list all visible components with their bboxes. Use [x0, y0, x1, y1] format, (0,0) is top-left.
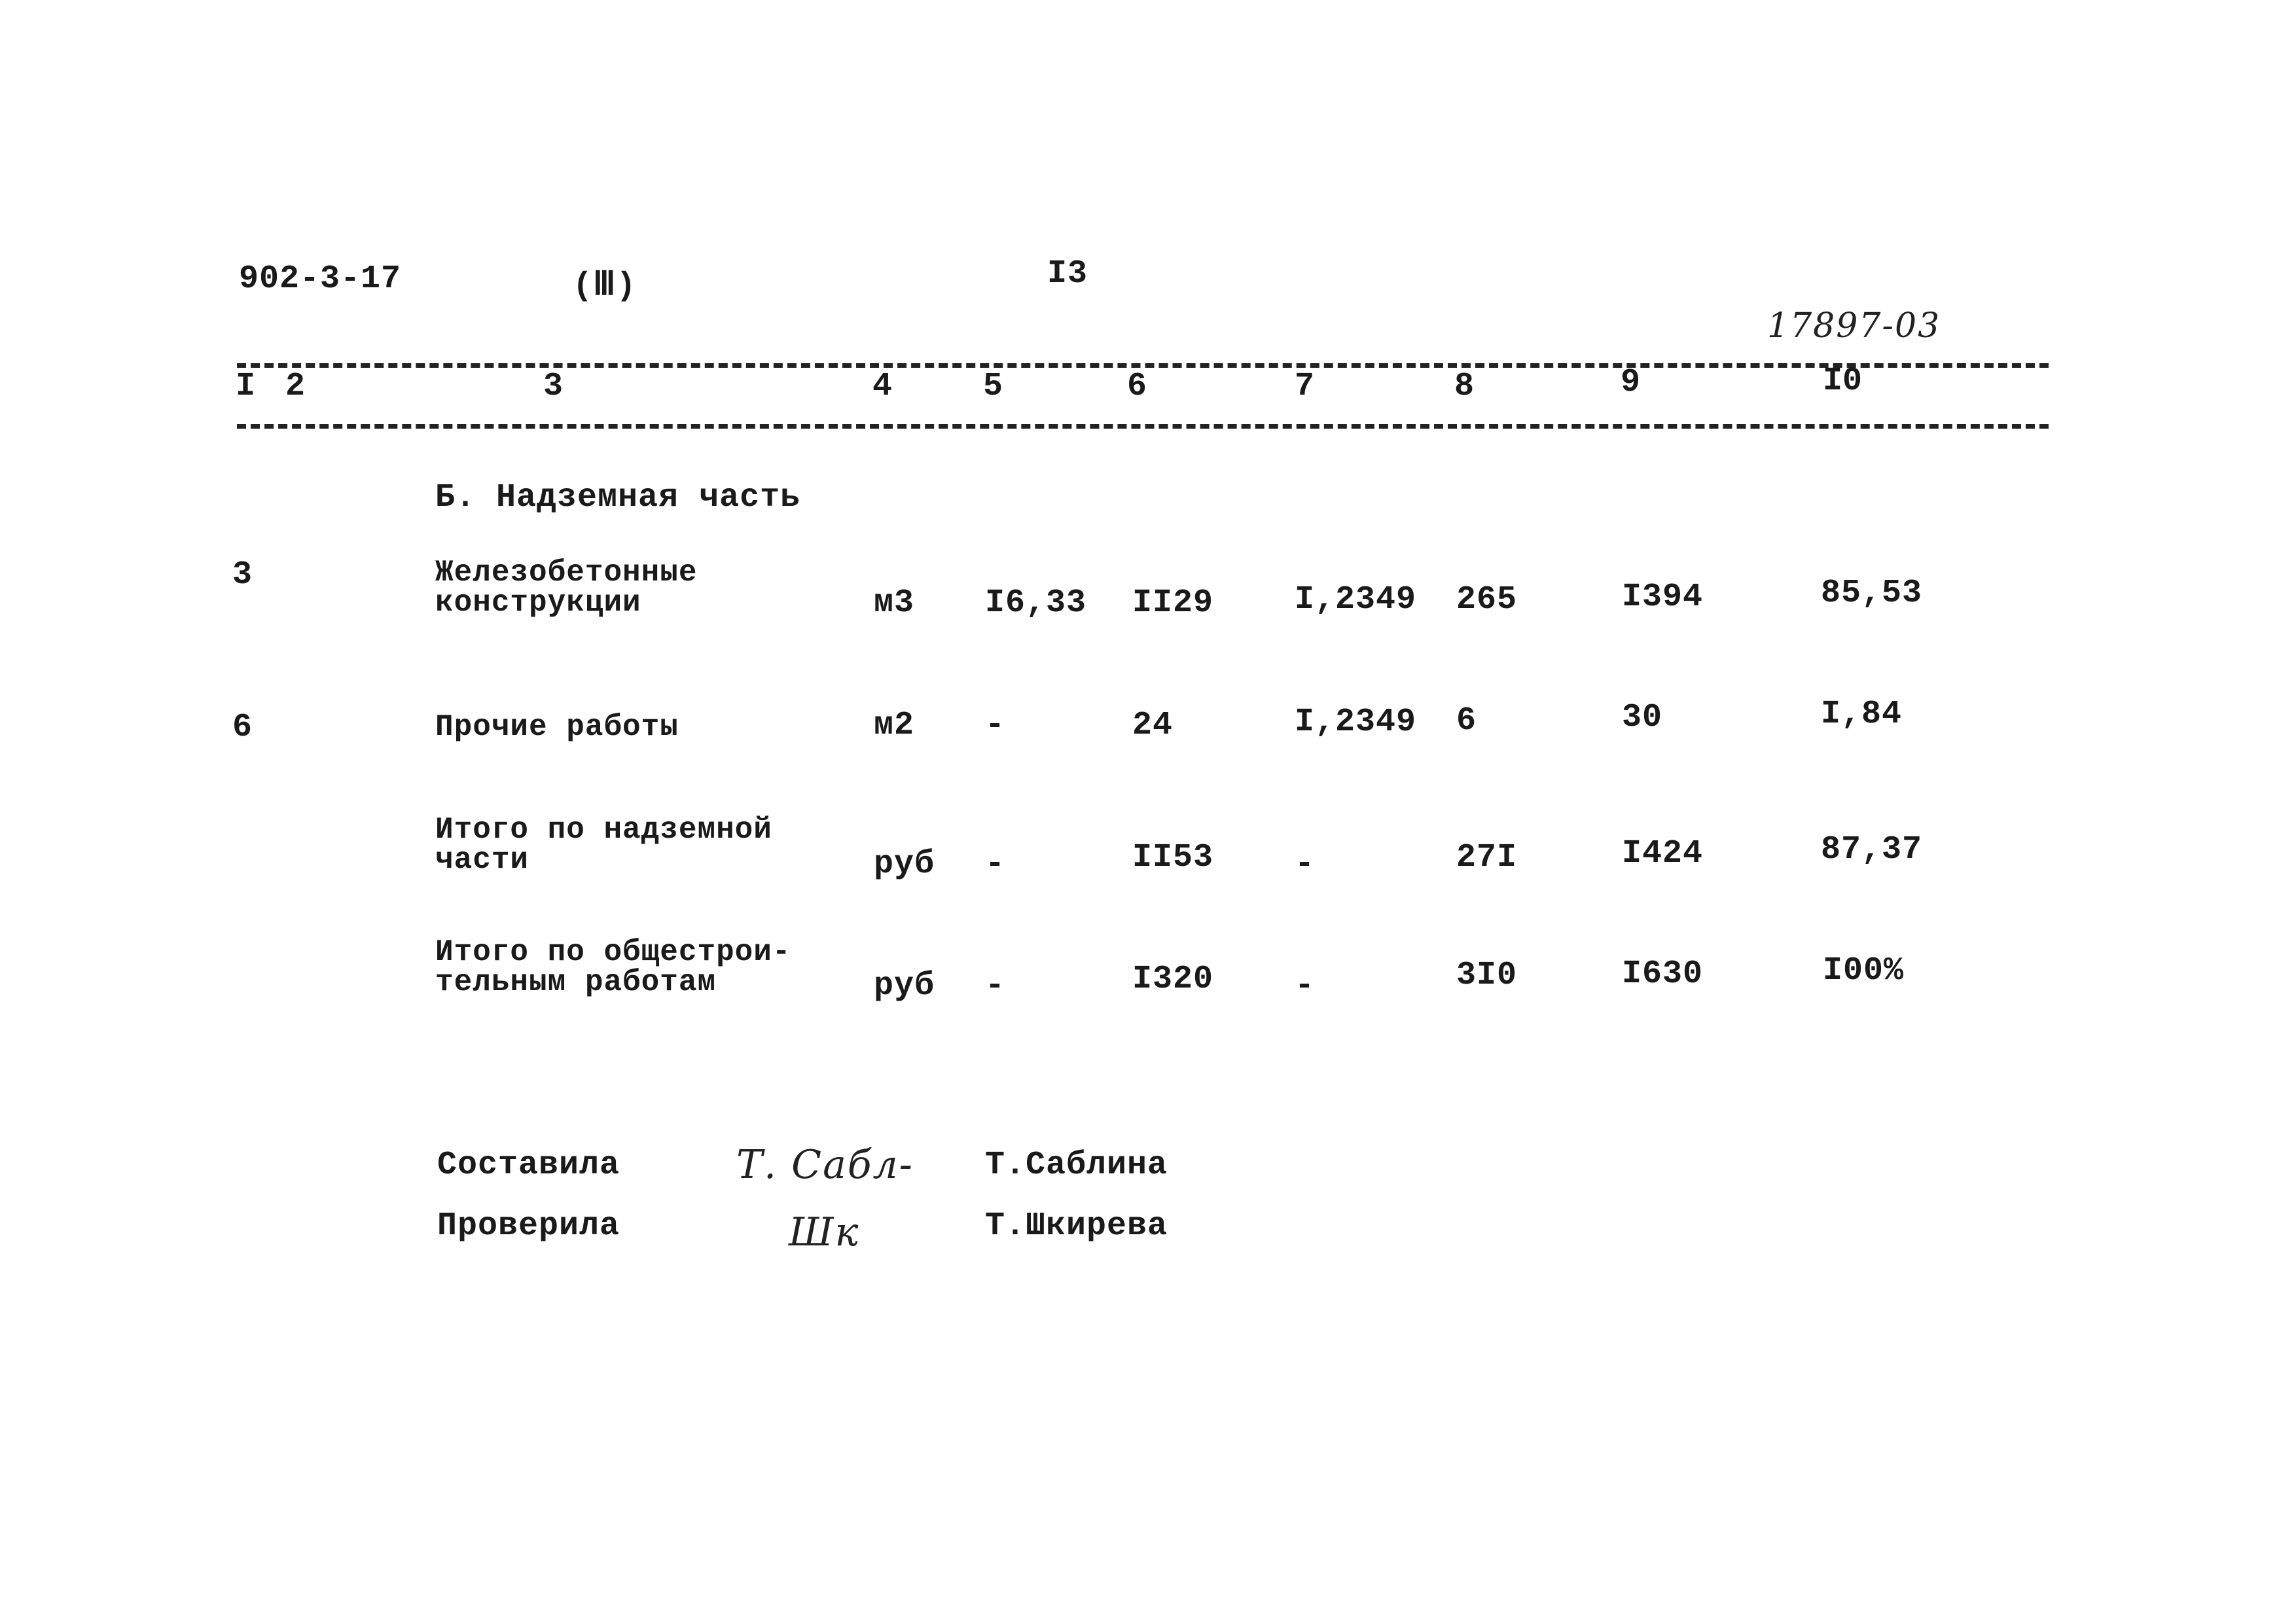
row-col7: I,2349 [1295, 704, 1417, 741]
row-col8: 6 [1456, 702, 1477, 740]
compiled-label: Составила [437, 1147, 620, 1184]
row-name: Прочие работы [435, 710, 679, 744]
page-number: I3 [1047, 255, 1088, 293]
column-number-7: 7 [1295, 368, 1315, 405]
column-number-2: 2 [285, 368, 306, 405]
row-number: 3 [232, 556, 253, 594]
row-col9: I394 [1622, 579, 1704, 616]
column-number-1: I [236, 368, 256, 405]
column-number-3: 3 [543, 368, 564, 405]
row-col7: - [1295, 967, 1316, 1005]
row-col7: I,2349 [1295, 581, 1417, 618]
compiled-name: Т.Саблина [985, 1147, 1168, 1184]
column-number-9: 9 [1621, 364, 1641, 401]
column-number-10: I0 [1823, 363, 1863, 400]
row-col10: 87,37 [1821, 831, 1923, 868]
checked-name: Т.Шкирева [985, 1207, 1168, 1245]
row-col10: I,84 [1821, 696, 1903, 733]
row-col8: 27I [1456, 839, 1518, 876]
row-unit: руб [874, 846, 935, 883]
row-col5: - [985, 707, 1006, 744]
row-col9: 30 [1622, 699, 1663, 736]
row-unit: м2 [874, 707, 915, 744]
row-col7: - [1295, 846, 1316, 883]
column-number-8: 8 [1454, 368, 1475, 405]
row-name: Итого по общестрои- тельным работам [435, 935, 791, 999]
row-col5: I6,33 [985, 584, 1087, 622]
checked-label: Проверила [437, 1207, 620, 1245]
document-code: 902-3-17 [239, 260, 402, 298]
row-number: 6 [232, 709, 253, 746]
part-mark: (Ⅲ) [573, 268, 637, 305]
column-number-5: 5 [983, 368, 1003, 405]
row-col9: I424 [1622, 835, 1704, 872]
row-col5: - [985, 846, 1006, 883]
row-unit: м3 [874, 584, 915, 622]
header-bottom-rule [237, 424, 2049, 429]
row-col6: I320 [1132, 961, 1214, 998]
row-col6: II53 [1132, 839, 1214, 876]
compiled-signature: Т. Сабл- [736, 1142, 914, 1188]
row-unit: руб [874, 967, 935, 1005]
column-number-4: 4 [872, 368, 893, 405]
row-col9: I630 [1622, 955, 1704, 993]
row-col10: I00% [1823, 952, 1905, 990]
checked-signature: Шк [789, 1209, 860, 1255]
row-col8: 265 [1456, 581, 1518, 618]
section-title: Б. Надземная часть [435, 479, 801, 516]
header-top-rule [237, 363, 2049, 368]
row-col6: II29 [1132, 584, 1214, 622]
row-col6: 24 [1132, 707, 1174, 744]
inventory-number: 17897-03 [1767, 306, 1941, 346]
column-number-6: 6 [1127, 368, 1147, 405]
row-name: Железобетонные конструкции [435, 556, 698, 620]
row-col5: - [985, 967, 1006, 1005]
row-name: Итого по надземной части [435, 813, 772, 877]
row-col8: 3I0 [1456, 957, 1518, 994]
row-col10: 85,53 [1821, 575, 1923, 612]
